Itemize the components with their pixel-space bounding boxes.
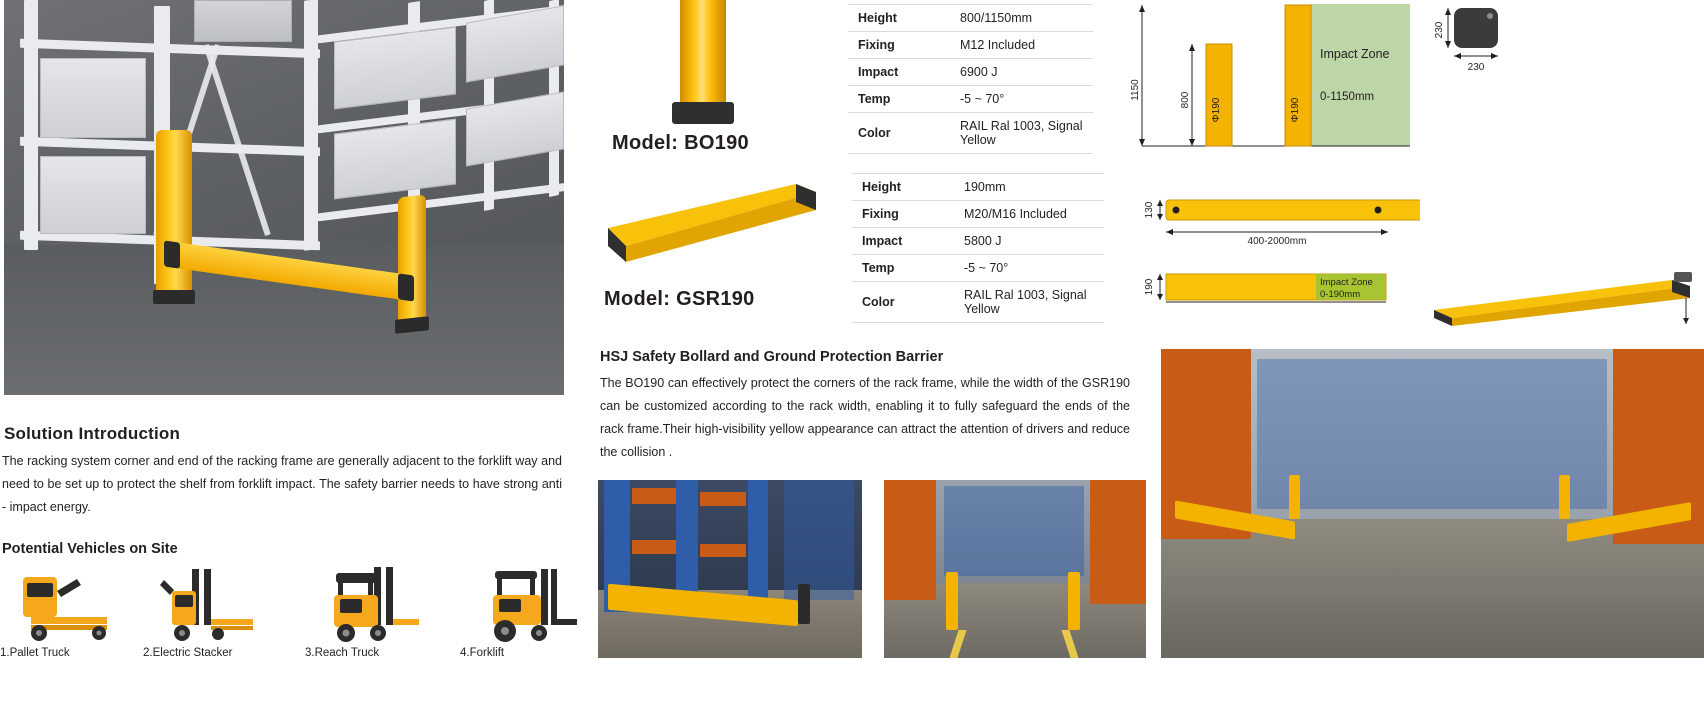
bollard-photo	[946, 572, 958, 630]
pallet-load	[194, 0, 292, 42]
pallet-load	[40, 58, 146, 138]
anchor-hole	[1173, 207, 1180, 214]
pallet-truck-icon	[15, 565, 125, 645]
model-prefix: Model:	[604, 288, 671, 310]
spec-value: M12 Included	[938, 32, 1093, 59]
spec-value: -5 ~ 70°	[938, 86, 1093, 113]
pallet-load	[40, 156, 146, 234]
rack-background	[1257, 359, 1607, 509]
impact-zone-range: 0-190mm	[1320, 289, 1361, 300]
bo190-product-photo	[648, 0, 768, 140]
spec-key: Temp	[848, 86, 938, 113]
rack-upright	[748, 480, 768, 604]
rack-right	[1090, 480, 1146, 604]
rack-background	[784, 480, 854, 600]
spec-key: Height	[852, 174, 942, 201]
vehicle-label: 1.Pallet Truck	[0, 647, 70, 659]
bo190-elevation-drawing	[1120, 0, 1430, 155]
table-row	[848, 86, 1093, 113]
impact-zone-title: Impact Zone	[1320, 277, 1373, 288]
table-row	[852, 255, 1104, 282]
dim-height-1150: 1150	[1130, 79, 1141, 101]
vehicle-forklift	[460, 565, 600, 665]
gsr190-product-photo	[600, 170, 830, 270]
spec-value: 190mm	[942, 174, 1104, 201]
rack-background	[944, 486, 1084, 576]
spec-value: RAIL Ral 1003, Signal Yellow	[938, 113, 1093, 154]
bo190-spec-table	[848, 4, 1093, 154]
spec-key: Impact	[848, 59, 938, 86]
model-prefix: Model:	[612, 132, 679, 154]
bollard-1150	[1285, 5, 1311, 146]
dim-length-range: 400-2000mm	[1247, 236, 1307, 247]
spec-key: Impact	[852, 228, 942, 255]
forklift-icon	[475, 565, 585, 645]
rack-beam	[632, 540, 676, 554]
electric-stacker-icon	[158, 565, 268, 645]
vehicle-label: 3.Reach Truck	[305, 647, 380, 659]
dim-elev-190: 190	[1144, 278, 1155, 296]
vehicle-label: 4.Forklift	[460, 647, 505, 659]
dim-plan-230-v: 230	[1434, 21, 1445, 39]
gsr190-spec-table	[852, 173, 1104, 323]
table-row	[852, 282, 1104, 323]
anchor-hole	[1375, 207, 1382, 214]
rail-end-cap	[164, 240, 180, 268]
spec-value: 5800 J	[942, 228, 1104, 255]
warehouse-photo-aisle-bollards	[884, 480, 1146, 658]
rack-upright	[676, 480, 698, 608]
table-row	[848, 113, 1093, 154]
rail-end-cap	[398, 273, 414, 301]
rail-end-cap	[798, 584, 810, 624]
dim-plan-130: 130	[1144, 201, 1155, 219]
rack-brace	[203, 44, 271, 236]
bollard-photo	[1289, 475, 1300, 519]
spec-value: 6900 J	[938, 59, 1093, 86]
table-row	[848, 32, 1093, 59]
spec-key: Temp	[852, 255, 942, 282]
dim-diameter-right: Φ190	[1290, 97, 1301, 123]
model-value: GSR190	[676, 288, 755, 310]
vehicle-electric-stacker	[143, 565, 283, 665]
rack-upright	[24, 0, 38, 250]
bollard-baseplate	[672, 102, 734, 124]
dim-height-800: 800	[1180, 91, 1191, 109]
spec-key: Color	[848, 113, 938, 154]
rack-upright	[304, 0, 318, 251]
rail-plan-body	[1166, 200, 1420, 220]
bollard-photo	[1068, 572, 1080, 630]
impact-zone-title: Impact Zone	[1320, 47, 1390, 61]
solution-introduction-title: Solution Introduction	[4, 424, 181, 443]
rack-left	[884, 480, 936, 600]
bollard-base	[153, 290, 195, 304]
gsr190-model-label	[604, 288, 755, 311]
gsr190-plan-drawing	[1120, 192, 1420, 248]
table-row	[848, 5, 1093, 32]
table-row	[852, 228, 1104, 255]
vehicle-reach-truck	[305, 565, 445, 665]
impact-zone-range: 0-1150mm	[1320, 91, 1375, 103]
gsr190-isometric-photo	[1428, 268, 1704, 328]
bollard-bo190	[156, 130, 192, 298]
potential-vehicles-row	[0, 565, 566, 665]
dim-plan-230-h: 230	[1467, 62, 1485, 73]
vehicle-pallet-truck	[0, 565, 140, 665]
bo190-plan-drawing	[1420, 2, 1540, 82]
spec-key: Height	[848, 5, 938, 32]
rack-beam	[700, 492, 746, 506]
dim-diameter-left: Φ190	[1211, 97, 1222, 123]
rack-beam	[632, 488, 676, 504]
solution-introduction-body: The racking system corner and end of the racking frame are generally adjacent to the forklift way and need to be set up to protect the shelf from forklift impact. The safety barrier needs to have strong anti - impact energy.	[2, 454, 562, 514]
spec-key: Fixing	[852, 201, 942, 228]
table-row	[848, 59, 1093, 86]
bo190-model-label	[612, 132, 749, 155]
warehouse-photo-wide-aisle	[1161, 349, 1704, 658]
bollard-800	[1206, 44, 1232, 146]
spec-value: M20/M16 Included	[942, 201, 1104, 228]
spec-value: 800/1150mm	[938, 5, 1093, 32]
bollard-tube	[680, 0, 726, 108]
bollard-bo190	[398, 195, 426, 328]
impact-zone-fill	[1310, 4, 1410, 146]
spec-value: RAIL Ral 1003, Signal Yellow	[942, 282, 1104, 323]
reach-truck-icon	[320, 565, 430, 645]
hsj-section-title: HSJ Safety Bollard and Ground Protection Barrier	[600, 349, 944, 365]
anchor-hole	[1487, 13, 1493, 19]
spec-value: -5 ~ 70°	[942, 255, 1104, 282]
warehouse-photo-rail-closeup	[598, 480, 862, 658]
racking-corner-render	[4, 0, 564, 395]
vehicle-label: 2.Electric Stacker	[143, 647, 233, 659]
pallet-load	[334, 27, 456, 110]
bollard-photo	[1559, 475, 1570, 519]
pallet-load	[334, 119, 456, 200]
spec-key: Fixing	[848, 32, 938, 59]
table-row	[852, 174, 1104, 201]
rack-beam	[700, 544, 746, 557]
spec-key: Color	[852, 282, 942, 323]
hsj-section-body: The BO190 can effectively protect the corners of the rack frame, while the width of the GSR190 can be customized according to the rack width, enabling it to fully safeguard the ends of the rack frame.Their high-visibility yellow appearance can attract the attention of drivers and reduce the collision .	[600, 376, 1130, 459]
gsr190-elevation-drawing	[1120, 268, 1420, 318]
model-value: BO190	[684, 132, 749, 154]
potential-vehicles-title: Potential Vehicles on Site	[2, 541, 178, 557]
table-row	[852, 201, 1104, 228]
